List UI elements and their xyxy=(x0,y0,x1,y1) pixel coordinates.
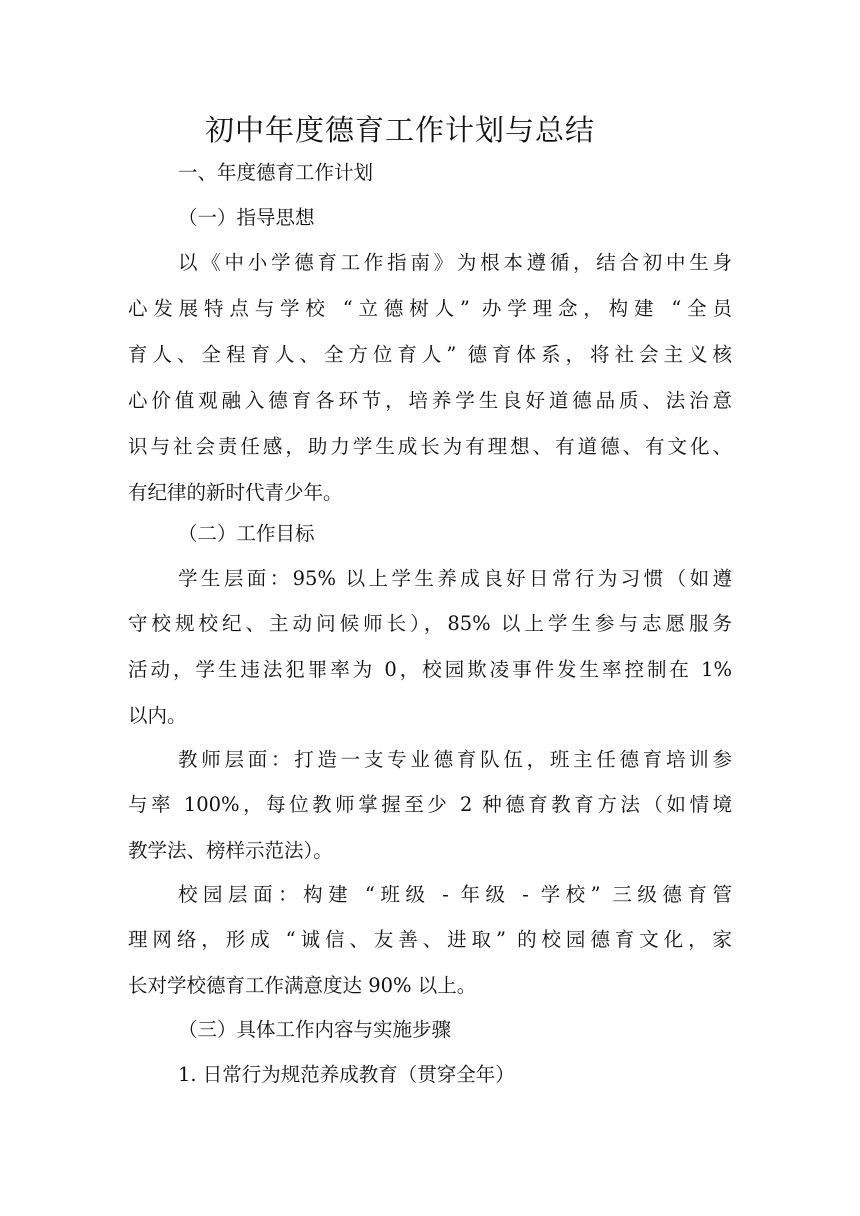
subsection-heading-goals: （二）工作目标 xyxy=(178,522,315,545)
paragraph-line: 心价值观融入德育各环节，培养学生良好道德品质、法治意 xyxy=(128,389,732,412)
section-heading-plan: 一、年度德育工作计划 xyxy=(178,161,374,184)
paragraph-line: 有纪律的新时代青少年。 xyxy=(128,481,343,504)
paragraph-line: 教学法、榜样示范法）。 xyxy=(128,839,333,862)
subsection-heading-guiding-ideology: （一）指导思想 xyxy=(178,206,315,229)
paragraph-line: 长对学校德育工作满意度达 90% 以上。 xyxy=(128,974,477,997)
paragraph-line: 活动，学生违法犯罪率为 0，校园欺凌事件发生率控制在 1% xyxy=(128,658,732,681)
document-title: 初中年度德育工作计划与总结 xyxy=(204,113,595,147)
paragraph-line: 教师层面：打造一支专业德育队伍，班主任德育培训参 xyxy=(178,748,732,771)
paragraph-line: 理网络，形成 “诚信、友善、进取” 的校园德育文化，家 xyxy=(128,928,732,951)
paragraph-line: 守校规校纪、主动问候师长），85% 以上学生参与志愿服务 xyxy=(128,612,732,635)
paragraph-line: 育人、全程育人、全方位育人” 德育体系，将社会主义核 xyxy=(128,343,732,366)
paragraph-line: 与率 100%，每位教师掌握至少 2 种德育教育方法（如情境 xyxy=(128,793,732,816)
paragraph-line: 校园层面：构建 “班级 - 年级 - 学校” 三级德育管 xyxy=(178,883,732,906)
paragraph-line: 心发展特点与学校 “立德树人” 办学理念，构建 “全员 xyxy=(128,297,732,320)
paragraph-line: 识与社会责任感，助力学生成长为有理想、有道德、有文化、 xyxy=(128,435,732,458)
paragraph-line: 以内。 xyxy=(128,704,187,727)
subsection-heading-content-steps: （三）具体工作内容与实施步骤 xyxy=(178,1018,452,1041)
paragraph-line: 以《中小学德育工作指南》为根本遵循，结合初中生身 xyxy=(178,251,732,274)
paragraph-line: 学生层面：95% 以上学生养成良好日常行为习惯（如遵 xyxy=(178,567,732,590)
item-heading-daily-behavior: 1. 日常行为规范养成教育（贯穿全年） xyxy=(178,1063,515,1086)
